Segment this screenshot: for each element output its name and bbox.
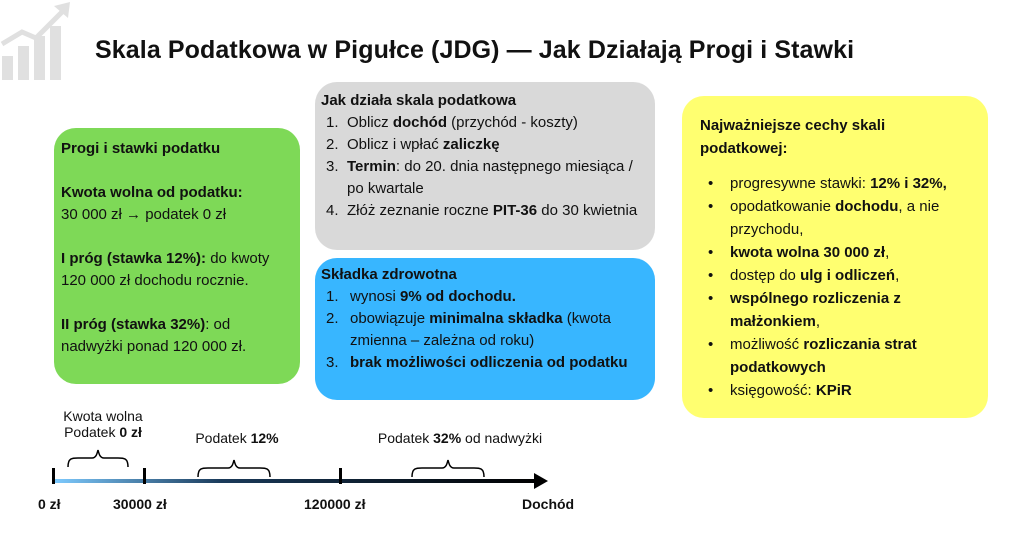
list-item: 1. wynosi 9% od dochodu. — [326, 288, 516, 305]
axis-label-0: 0 zł — [38, 496, 61, 512]
list-item: 1. Oblicz dochód (przychód - koszty) — [326, 114, 578, 131]
kwota-wolna-label: Kwota wolna od podatku: — [61, 184, 243, 201]
brace-kwota-wolna — [68, 450, 128, 467]
page-title: Skala Podatkowa w Pigułce (JDG) — Jak Działają Progi i Stawki — [95, 36, 855, 64]
list-item: 4. Złóż zeznanie roczne PIT-36 do 30 kwietnia — [326, 202, 638, 219]
timeline-label-kwota-wolna: Kwota wolna Podatek 0 zł — [63, 408, 143, 440]
how-it-works-box — [315, 82, 655, 250]
health-contribution-box — [315, 258, 655, 400]
tick-30000 — [143, 468, 146, 484]
prog2-paragraph — [61, 314, 294, 358]
list-item: • opodatkowanie dochodu, a nie przychodu, — [708, 198, 940, 238]
tick-0 — [52, 468, 55, 484]
features-list — [700, 172, 976, 402]
brace-12 — [198, 460, 270, 477]
timeline-axis — [53, 479, 536, 483]
how-steps-list — [321, 112, 647, 222]
list-item: 3. Termin: do 20. dnia następnego miesiąca / po kwartale — [326, 158, 633, 197]
timeline-label-32: Podatek 32% od nadwyżki — [377, 430, 543, 446]
growth-chart-icon — [0, 0, 80, 80]
how-heading: Jak działa skala podatkowa — [321, 92, 517, 109]
timeline-arrowhead — [534, 473, 548, 489]
features-box — [682, 96, 988, 418]
prog1-paragraph — [61, 248, 294, 292]
list-item: • dostęp do ulg i odliczeń, — [708, 267, 900, 284]
tick-120000 — [339, 468, 342, 484]
thresholds-box — [54, 128, 300, 384]
list-item: • księgowość: KPiR — [708, 382, 852, 399]
prog2-label: II próg (stawka 32%) — [61, 316, 206, 333]
list-item: • możliwość rozliczania strat podatkowych — [708, 336, 917, 376]
list-item: 3. brak możliwości odliczenia od podatku — [326, 354, 628, 371]
brace-32 — [412, 460, 484, 477]
axis-label-120000: 120000 zł — [304, 496, 366, 512]
prog2-text: : od nadwyżki ponad 120 000 zł. — [61, 316, 247, 355]
timeline-label-12: Podatek 12% — [195, 430, 279, 446]
features-heading: Najważniejsze cechy skali podatkowej: — [700, 117, 886, 157]
axis-label-30000: 30000 zł — [113, 496, 167, 512]
health-heading: Składka zdrowotna — [321, 266, 457, 283]
prog1-label: I próg (stawka 12%): — [61, 250, 207, 267]
thresholds-heading: Progi i stawki podatku — [61, 140, 221, 157]
list-item: 2. Oblicz i wpłać zaliczkę — [326, 136, 500, 153]
kwota-wolna-text: 30 000 zł → podatek 0 zł — [61, 206, 227, 223]
list-item: • kwota wolna 30 000 zł, — [708, 244, 890, 261]
health-list — [321, 286, 647, 374]
axis-label-dochod: Dochód — [522, 496, 575, 512]
list-item: • progresywne stawki: 12% i 32%, — [708, 175, 947, 192]
list-item: • wspólnego rozliczenia z małżonkiem, — [708, 290, 901, 330]
prog1-text: do kwoty 120 000 zł dochodu rocznie. — [61, 250, 270, 289]
list-item: 2. obowiązuje minimalna składka (kwota zmienna – zależna od roku) — [326, 310, 611, 349]
